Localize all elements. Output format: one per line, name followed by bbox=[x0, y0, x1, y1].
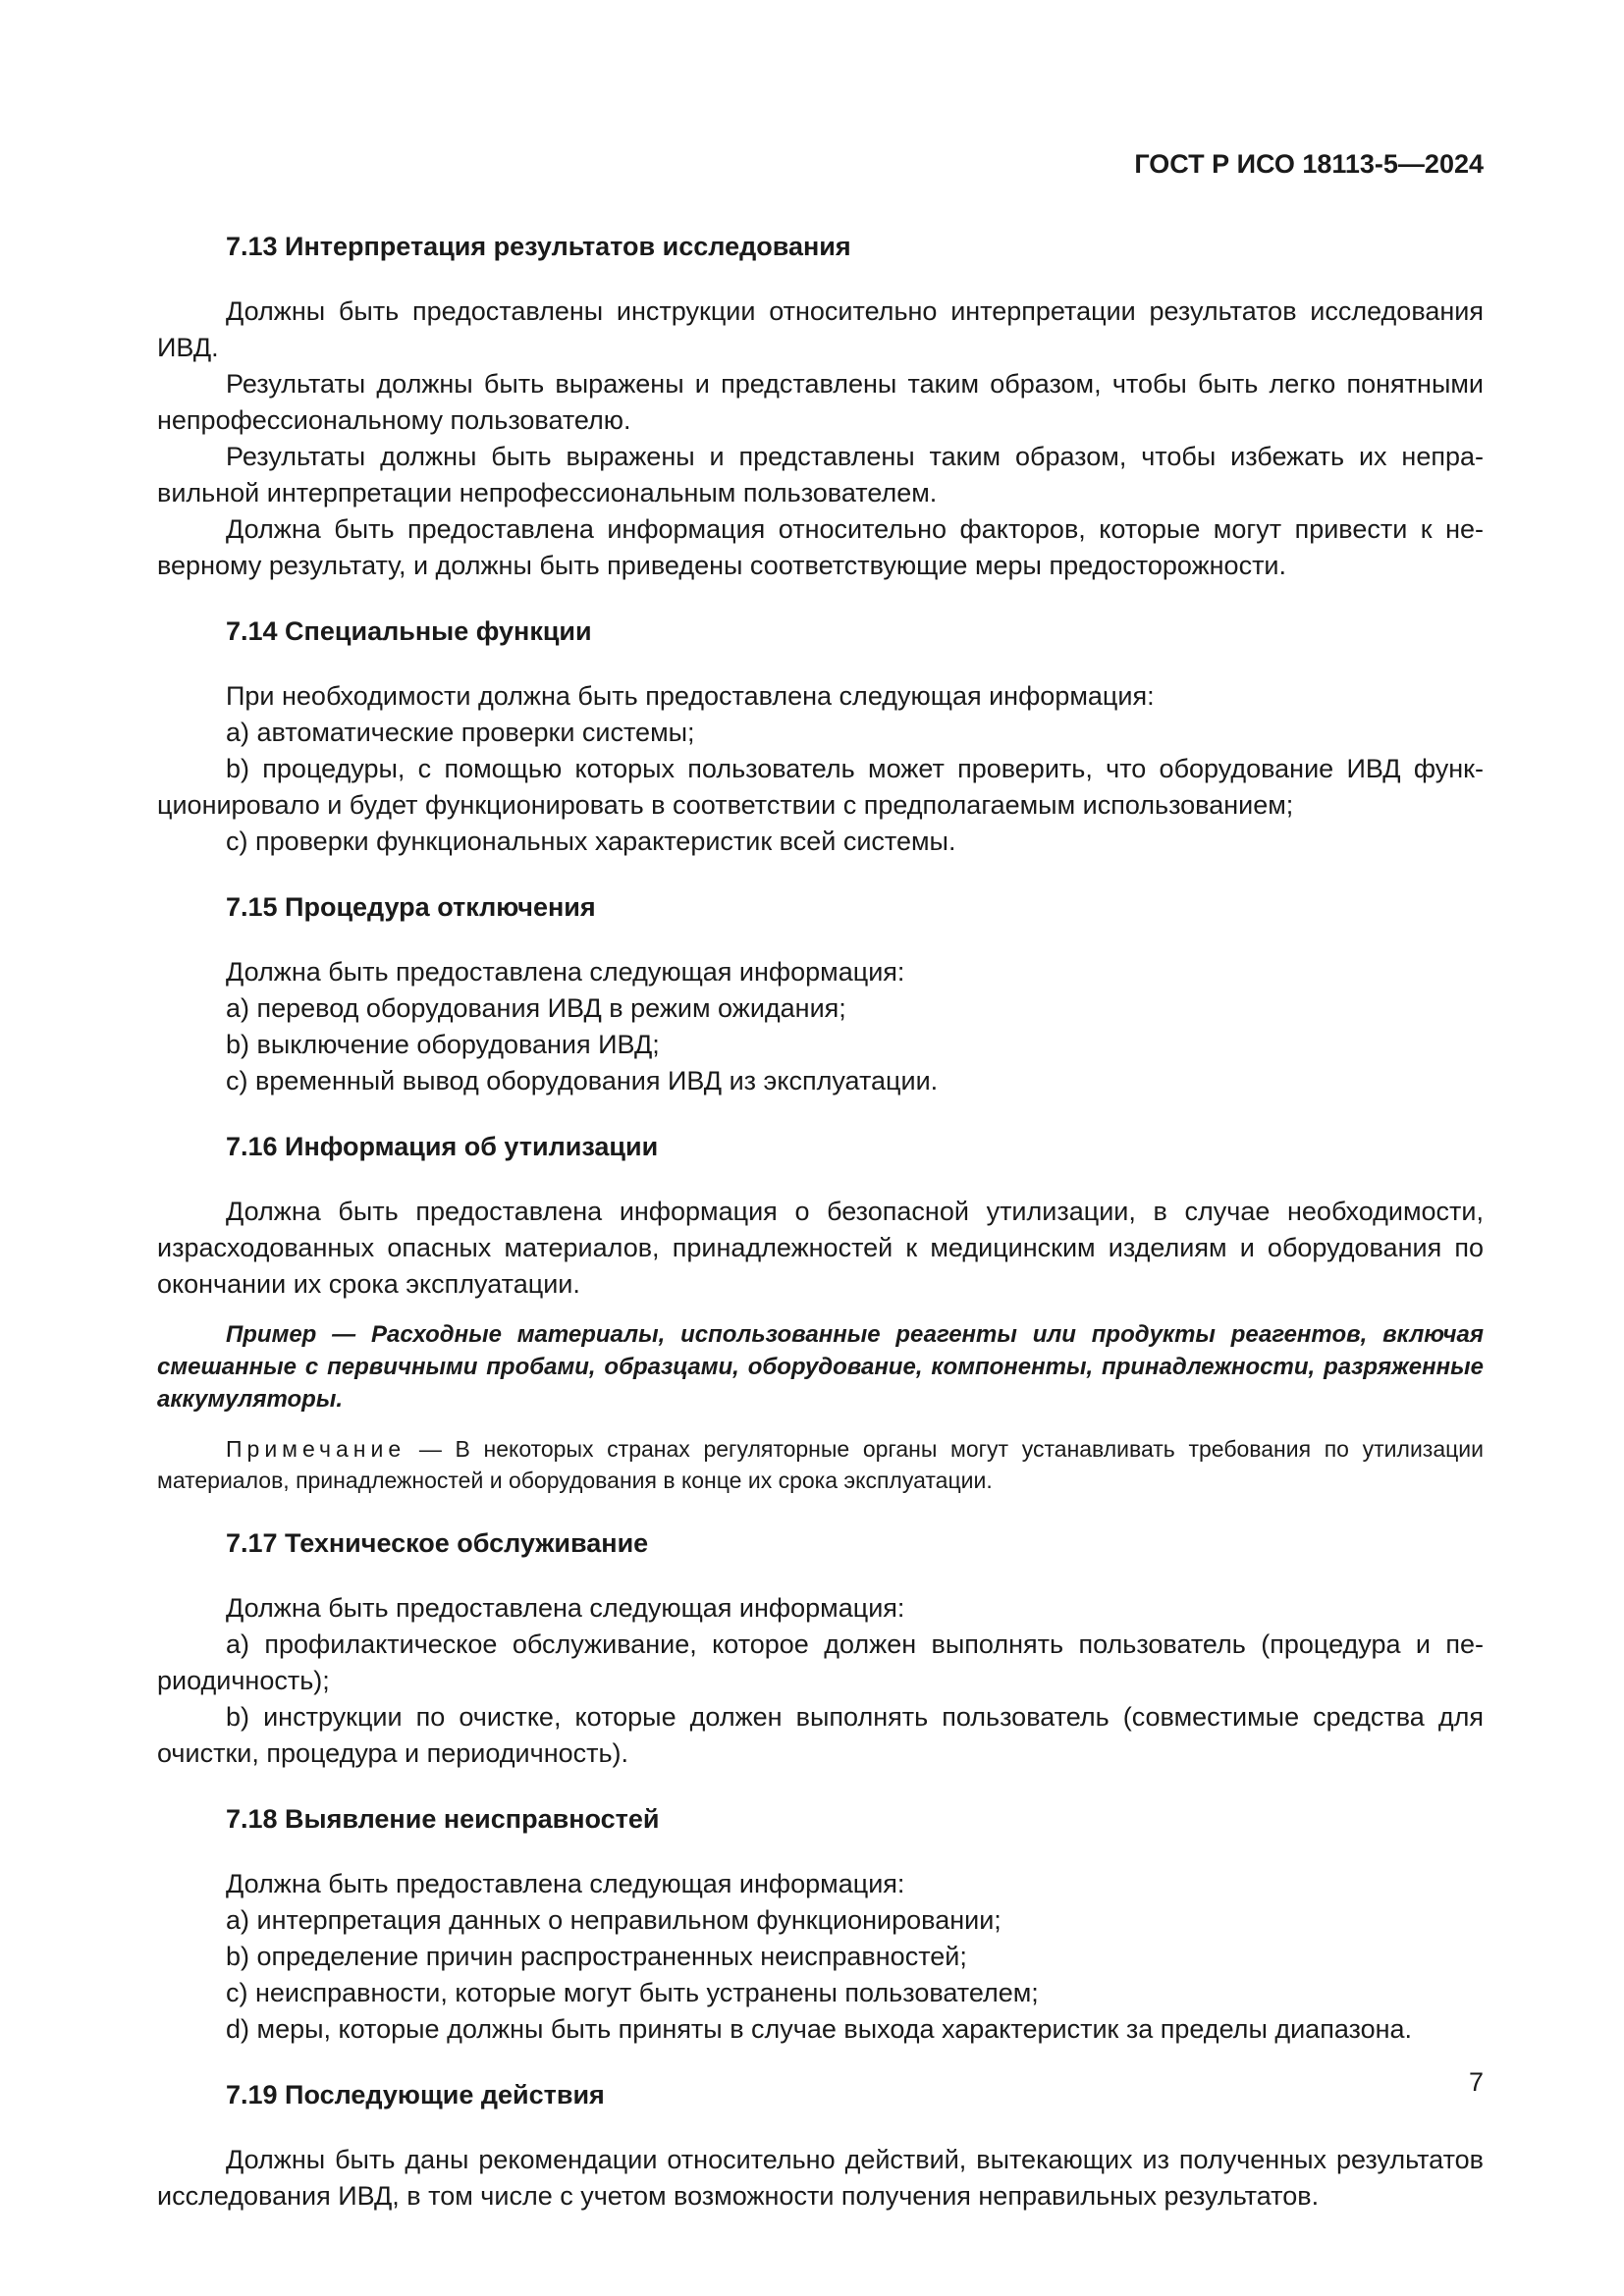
list-item: c) неисправности, которые могут быть устранены пользователем; bbox=[226, 1978, 1039, 2007]
section-7-19 bbox=[157, 2077, 1484, 2215]
section-7-14 bbox=[157, 614, 1484, 860]
paragraph: Должна быть предоставлена следующая информация: bbox=[226, 1869, 905, 1898]
section-heading: 7.15 Процедура отключения bbox=[226, 892, 596, 922]
list-item: b) выключение оборудования ИВД; bbox=[226, 1030, 660, 1059]
list-item: a) автоматические проверки системы; bbox=[226, 718, 695, 747]
list-item: a) интерпретация данных о неправильном функционировании; bbox=[226, 1905, 1001, 1935]
note-block bbox=[157, 1433, 1484, 1496]
section-heading: 7.13 Интерпретация результатов исследования bbox=[226, 232, 851, 261]
paragraph: Результаты должны быть выражены и представлены таким образом, чтобы избежать их неправильной интерпретации непрофессиональным пользователем. bbox=[157, 442, 1484, 507]
section-7-18 bbox=[157, 1801, 1484, 2048]
example-text: — Расходные материалы, использованные реагенты или продукты реагентов, включая смешанные с первичными пробами, образцами, оборудование, компоненты, принадлежности, разряженные аккумуляторы. bbox=[157, 1321, 1484, 1413]
section-heading: 7.17 Техническое обслуживание bbox=[226, 1528, 649, 1558]
document-code: ГОСТ Р ИСО 18113-5—2024 bbox=[1134, 149, 1484, 179]
page-number: 7 bbox=[1468, 2067, 1484, 2097]
list-item: c) временный вывод оборудования ИВД из эксплуатации. bbox=[226, 1066, 939, 1095]
example-block bbox=[157, 1318, 1484, 1415]
section-7-16 bbox=[157, 1129, 1484, 1496]
section-heading: 7.14 Специальные функции bbox=[226, 616, 592, 646]
list-item: a) перевод оборудования ИВД в режим ожидания; bbox=[226, 993, 846, 1023]
paragraph: Должны быть предоставлены инструкции относительно интерпретации результатов исследования ИВД. bbox=[157, 296, 1484, 362]
section-heading: 7.16 Информация об утилизации bbox=[226, 1132, 659, 1161]
note-text: — В некоторых странах регуляторные органы могут устанавливать требования по утилизации материалов, принадлежностей и оборудования в конце их срока эксплуатации. bbox=[157, 1436, 1484, 1493]
list-item: c) проверки функциональных характеристик всей системы. bbox=[226, 827, 956, 856]
example-label: Пример bbox=[226, 1321, 317, 1348]
document-body bbox=[157, 229, 1484, 2215]
list-item: b) процедуры, с помощью которых пользователь может проверить, что оборудование ИВД функционировало и будет функционировать в соответствии с предполагаемым использованием; bbox=[157, 754, 1484, 820]
section-7-13 bbox=[157, 229, 1484, 584]
section-heading: 7.19 Последующие действия bbox=[226, 2080, 605, 2109]
section-heading: 7.18 Выявление неисправностей bbox=[226, 1804, 660, 1834]
section-7-17 bbox=[157, 1525, 1484, 1772]
paragraph: Должна быть предоставлена следующая информация: bbox=[226, 1593, 905, 1623]
paragraph: Должна быть предоставлена следующая информация: bbox=[226, 957, 905, 987]
list-item: b) инструкции по очистке, которые должен выполнять пользователь (совместимые средства для очистки, процедура и периодичность). bbox=[157, 1702, 1484, 1768]
paragraph: Результаты должны быть выражены и представлены таким образом, чтобы быть легко понятными непрофессиональному пользователю. bbox=[157, 369, 1484, 435]
list-item: a) профилактическое обслуживание, которое должен выполнять пользователь (процедура и периодичность); bbox=[157, 1629, 1484, 1695]
list-item: d) меры, которые должны быть приняты в случае выхода характеристик за пределы диапазона. bbox=[226, 2014, 1413, 2044]
section-7-15 bbox=[157, 889, 1484, 1099]
paragraph: Должны быть даны рекомендации относительно действий, вытекающих из полученных результатов исследования ИВД, в том числе с учетом возможности получения неправильных результатов. bbox=[157, 2145, 1484, 2211]
paragraph: При необходимости должна быть предоставлена следующая информация: bbox=[226, 681, 1155, 711]
note-label: Примечание bbox=[226, 1436, 406, 1462]
paragraph: Должна быть предоставлена информация о безопасной утилизации, в случае необходимости, израсходованных опасных материалов, принадлежностей к медицинским изделиям и оборудования по окончании их срока эксплуатации. bbox=[157, 1197, 1484, 1299]
list-item: b) определение причин распространенных неисправностей; bbox=[226, 1942, 967, 1971]
paragraph: Должна быть предоставлена информация относительно факторов, которые могут привести к неверному результату, и должны быть приведены соответствующие меры предосторожности. bbox=[157, 514, 1484, 580]
